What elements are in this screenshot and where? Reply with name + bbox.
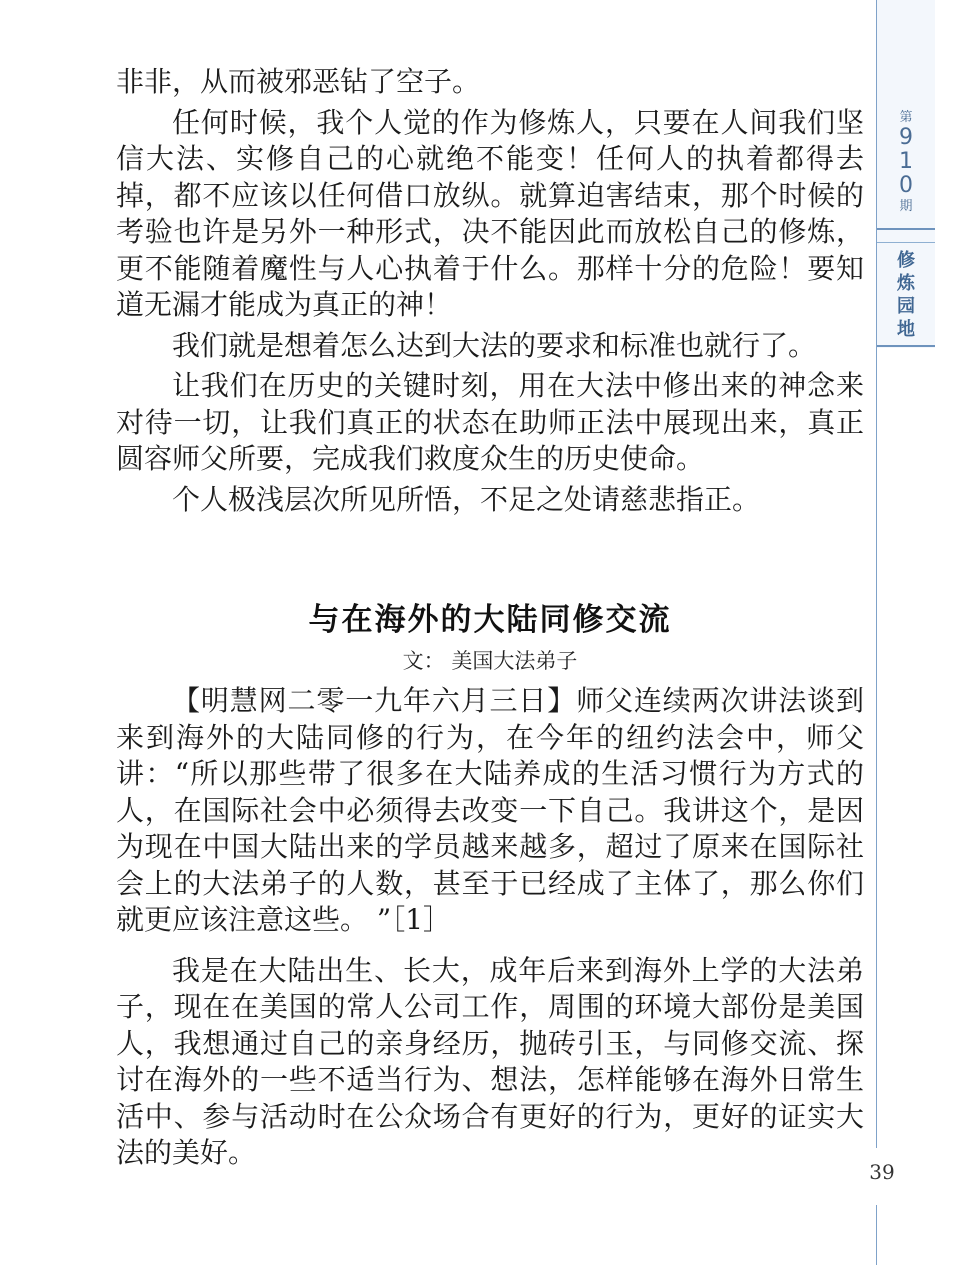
paragraph: 非非，从而被邪恶钻了空子。 <box>116 65 481 98</box>
side-divider-line <box>876 348 877 1148</box>
paragraph: 【明慧网二零一九年六月三日】师父连续两次讲法谈到来到海外的大陆同修的行为，在今年的纽约法会中，师父讲：“所以那些带了很多在大陆养成的生活习惯行为方式的人，在国际社会中必须得去改变一下自己。我讲这个，是因为现在中国大陆出来的学员越来越多，超过了原来在国际社会上的大法弟子的人数，甚至于已经成了主体了，那么你们就更应该注意这些。 ”［1］ <box>116 684 864 936</box>
issue-number-label <box>877 108 935 230</box>
section-char: 炼 <box>897 273 915 294</box>
section-char: 园 <box>897 296 915 317</box>
paragraph: 我们就是想着怎么达到大法的要求和标准也就行了。 <box>172 328 817 362</box>
paragraph: 我是在大陆出生、长大，成年后来到海外上学的大法弟子，现在在美国的常人公司工作，周围的环境大部份是美国人，我想通过自己的亲身经历，抛砖引玉，与同修交流、探讨在海外的一些不适当行为、想法，怎样能够在海外日常生活中、参与活动时在公众场合有更好的行为，更好的证实大法的美好。 <box>116 953 864 1169</box>
paragraph: 任何时候，我个人觉的作为修炼人，只要在人间我们坚信大法、实修自己的心就绝不能变！任何人的执着都得去掉，都不应该以任何借口放纵。就算迫害结束，那个时候的考验也许是另外一种形式，决不能因此而放松自己的修炼，更不能随着魔性与人心执着于什么。那样十分的危险！要知道无漏才能成为真正的神！ <box>116 105 864 321</box>
issue-digit: 0 <box>899 173 913 198</box>
page-content <box>116 64 864 1176</box>
page-number: 39 <box>869 1160 895 1184</box>
paragraph: 让我们在历史的关键时刻，用在大法中修出来的神念来对待一切，让我们真正的状态在助师正法中展现出来，真正圆容师父所要，完成我们救度众生的历史使命。 <box>116 369 864 475</box>
section-char: 地 <box>897 319 915 340</box>
section-char: 修 <box>897 250 915 271</box>
article-byline: 文： 美国大法弟子 <box>402 649 578 673</box>
issue-digit: 1 <box>899 149 913 174</box>
issue-digit: 9 <box>899 125 913 150</box>
paragraph: 个人极浅层次所见所悟，不足之处请慈悲指正。 <box>172 482 761 516</box>
section-label <box>877 242 935 347</box>
article-title: 与在海外的大陆同修交流 <box>308 602 672 638</box>
issue-side-strip <box>876 0 935 348</box>
issue-suffix: 期 <box>899 199 913 214</box>
side-divider-line <box>876 1205 877 1265</box>
issue-prefix: 第 <box>899 110 913 125</box>
